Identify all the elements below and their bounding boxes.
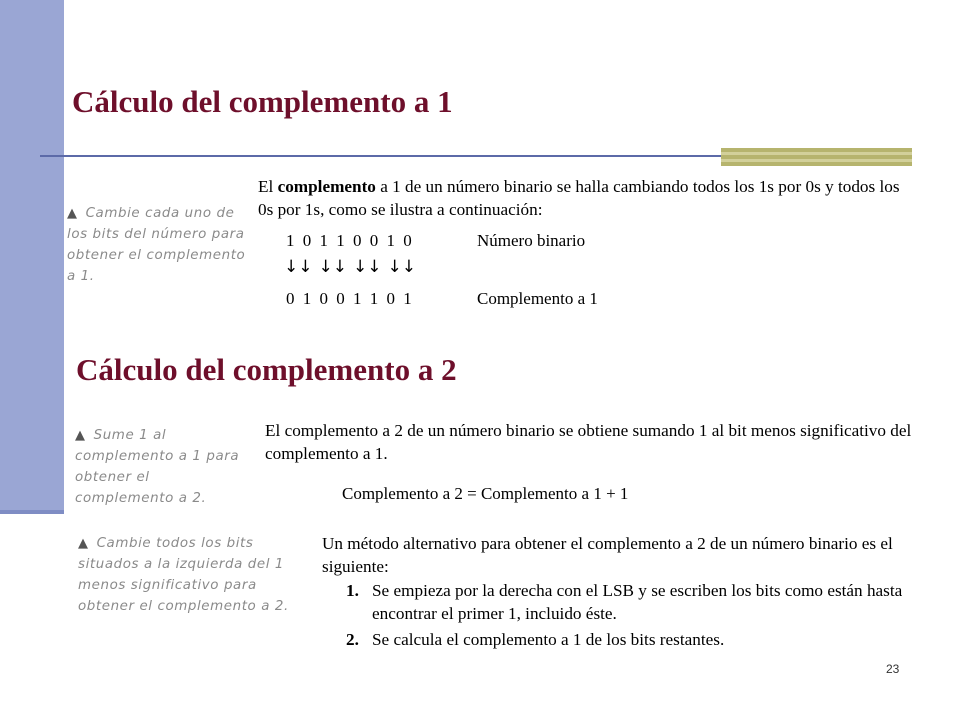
page-number: 23 (886, 662, 900, 676)
down-arrow-icon: ↓ (298, 257, 313, 277)
accent-block (721, 148, 912, 166)
down-arrow-icon: ↓ (284, 257, 299, 277)
binary-number: 1 0 1 1 0 0 1 0 (286, 231, 412, 250)
section-2-title: Cálculo del complemento a 2 (76, 352, 457, 387)
side-note-3 (78, 533, 318, 617)
step-text: Se calcula el complemento a 1 de los bits restantes. (372, 630, 725, 649)
note-marker-icon: ▲ (78, 536, 89, 551)
arrow-row (284, 257, 416, 277)
twos-complement-formula: Complemento a 2 = Complemento a 1 + 1 (342, 484, 629, 503)
down-arrow-icon: ↓ (387, 257, 402, 277)
step-text: Se empieza por la derecha con el LSB y se escriben los bits como están hasta encontrar el primer 1, incluido éste. (372, 581, 903, 623)
step-number: 1. (346, 581, 359, 600)
ones-complement-label: Complemento a 1 (477, 289, 598, 308)
note-marker-icon: ▲ (67, 206, 78, 221)
section-2-paragraph: El complemento a 2 de un número binario se obtiene sumando 1 al bit menos significativo del complemento a 1. (265, 421, 912, 463)
down-arrow-icon: ↓ (367, 257, 382, 277)
section-1-paragraph (258, 175, 918, 221)
binary-number-label: Número binario (477, 231, 586, 250)
paragraph-text: El (258, 177, 278, 196)
sidebar-decoration (0, 0, 64, 514)
down-arrow-icon: ↓ (318, 257, 333, 277)
section-1-title: Cálculo del complemento a 1 (72, 84, 453, 119)
side-note-2 (75, 425, 250, 509)
alternative-method-paragraph: Un método alternativo para obtener el complemento a 2 de un número binario es el siguiente: (322, 534, 893, 576)
side-note-1-text: Cambie cada uno de los bits del número para obtener el complemento a 1. (67, 206, 246, 284)
ones-complement-number: 0 1 0 0 1 1 0 1 (286, 289, 412, 308)
down-arrow-icon: ↓ (353, 257, 368, 277)
sidebar-decoration-foot (0, 510, 64, 514)
down-arrow-icon: ↓ (401, 257, 416, 277)
note-marker-icon: ▲ (75, 428, 86, 443)
step-number: 2. (346, 630, 359, 649)
paragraph-text: a 1 de un número binario se halla cambiando todos los 1s por 0s y todos los 0s por 1s, como se ilustra a continuación: (258, 177, 900, 219)
side-note-3-text: Cambie todos los bits situados a la izquierda del 1 menos significativo para obtener el complemento a 2. (78, 536, 289, 614)
side-note-2-text: Sume 1 al complemento a 1 para obtener el complemento a 2. (75, 428, 240, 506)
side-note-1 (67, 203, 252, 287)
paragraph-bold-term: complemento (277, 177, 376, 196)
down-arrow-icon: ↓ (332, 257, 347, 277)
